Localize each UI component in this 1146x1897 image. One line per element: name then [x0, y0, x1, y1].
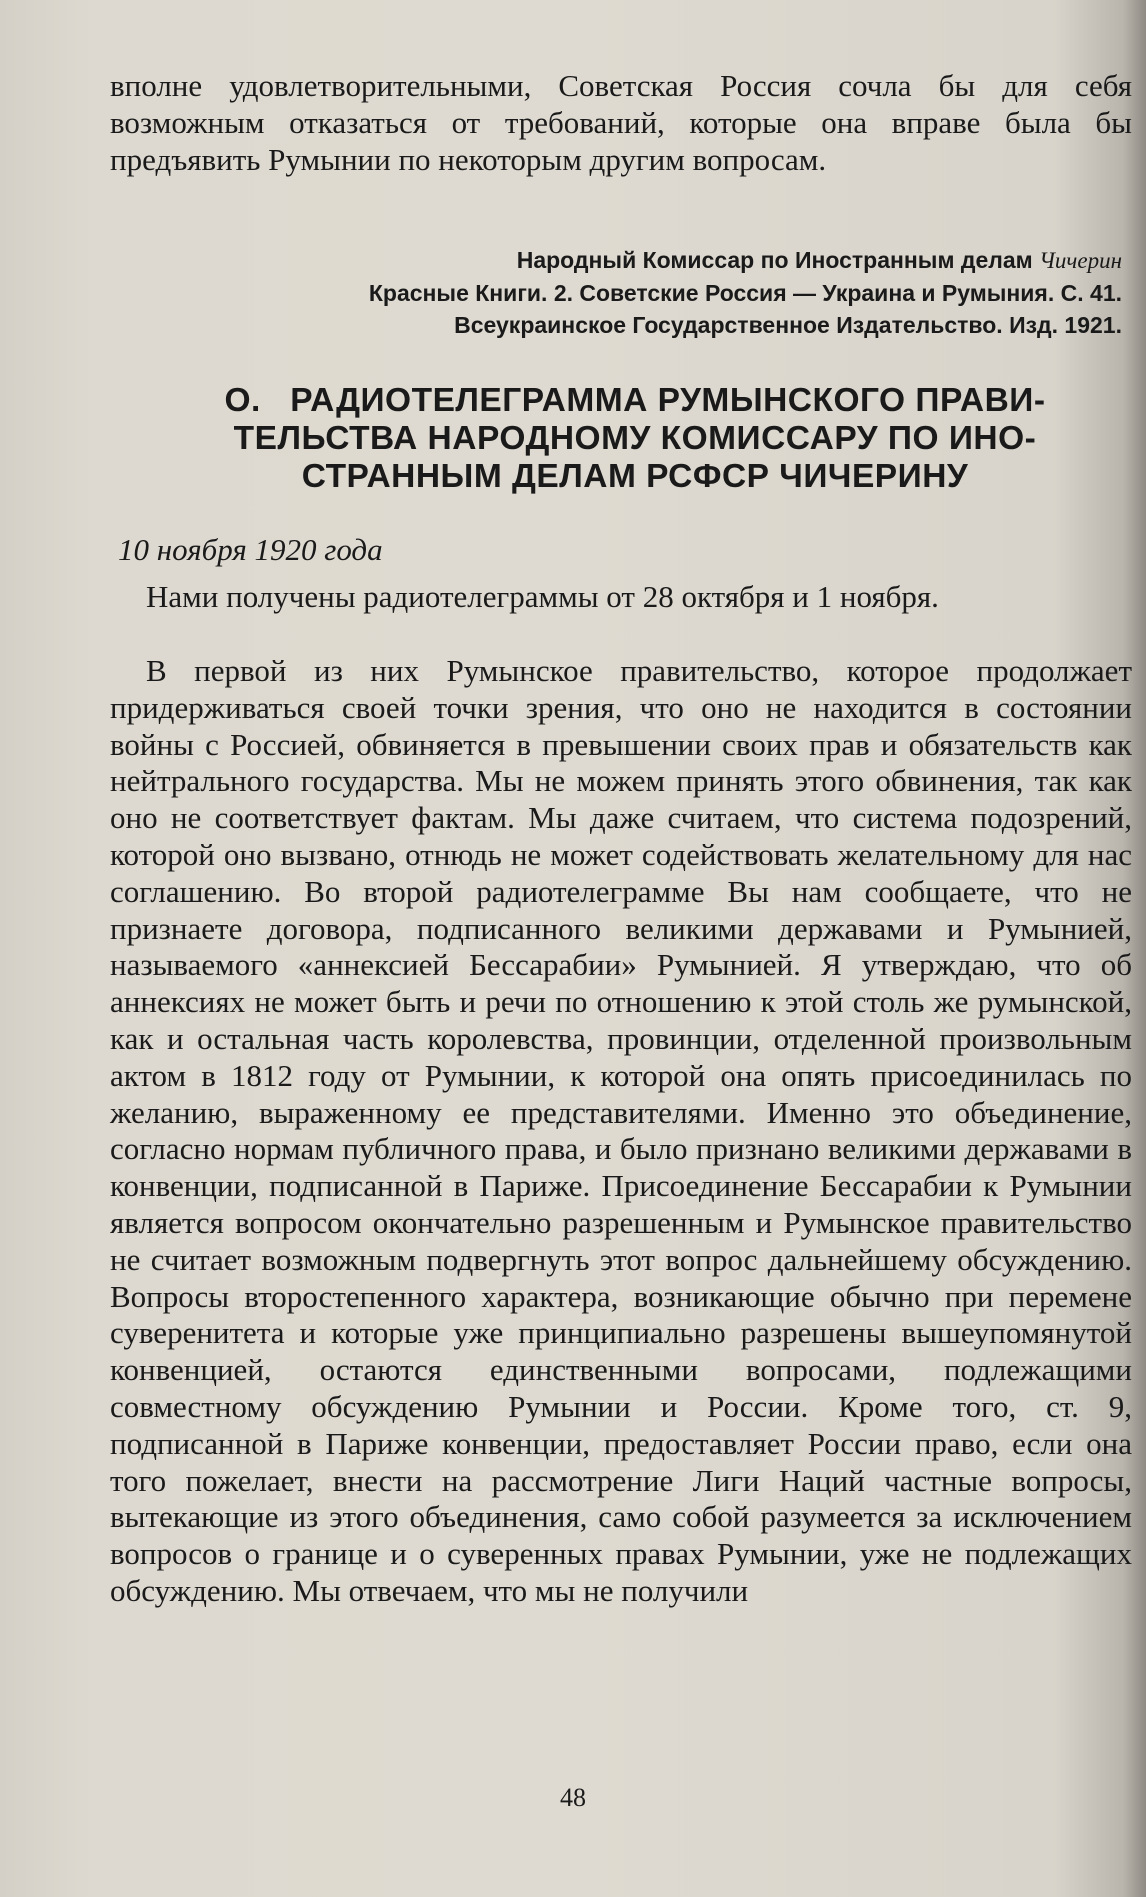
top-paragraph: вполне удовлетворительными, Советская Россия сочла бы для себя возможным отказаться от требований, которые она вправе была бы предъявить Румынии по некоторым другим вопросам. — [110, 68, 1132, 177]
signature-name: Чичерин — [1039, 248, 1122, 273]
document-date: 10 ноября 1920 года — [118, 532, 383, 567]
source-line-1: Красные Книги. 2. Советские Россия — Украина и Румыния. С. 41. — [368, 280, 1122, 306]
heading-line-1 — [140, 382, 1130, 420]
paragraph-2: В первой из них Румынское правительство, которое продолжает придерживаться своей точки зрения, что оно не находится в состоянии войны с Россией, обвиняется в превышении своих прав и обязательств как нейтрального государства. Мы не можем принять этого обвинения, так как оно не соответствует фактам. Мы даже считаем, что система подозрений, которой оно вызвано, отнюдь не может содействовать желательному для нас соглашению. Во второй радиотелеграмме Вы нам сообщаете, что не признаете договора, подписанного великими державами и Румынией, называемого «аннексией Бессарабии» Румынией. Я утверждаю, что об аннексиях не может быть и речи по отношению к этой столь же румынской, как и остальная часть королевства, провинции, отделенной произвольным актом в 1812 году от Румынии, к которой она опять присоединилась по желанию, выраженному ее представителями. Именно это объединение, согласно нормам публичного права, и было признано великими державами в конвенции, подписанной в Париже. Присоединение Бессарабии к Румынии является вопросом окончательно разрешенным и Румынское правительство не считает возможным подвергнуть этот вопрос дальнейшему обсуждению. Вопросы второстепенного характера, возникающие обычно при перемене суверенитета и которые уже принципиально разрешены вышеупомянутой конвенцией, остаются единственными вопросами, подлежащими совместному обсуждению Румынии и России. Кроме того, ст. 9, подписанной в Париже конвенции, предоставляет России право, если она того пожелает, внести на рассмотрение Лиги Наций частные вопросы, вытекающие из этого объединения, само собой разумеется за исключением вопросов о границе и о суверенных правах Румынии, уже не подлежащих обсуждению. Мы отвечаем, что мы не получили — [110, 653, 1132, 1608]
heading-line-3: СТРАННЫМ ДЕЛАМ РСФСР ЧИЧЕРИНУ — [301, 458, 969, 495]
signature-line — [517, 244, 1122, 277]
source-line-2: Всеукраинское Государственное Издательство. Изд. 1921. — [454, 312, 1122, 338]
signature-title: Народный Комиссар по Иностранным делам — [516, 247, 1033, 273]
heading-number: О. — [224, 382, 261, 419]
page-number: 48 — [560, 1783, 586, 1812]
heading-line-2: ТЕЛЬСТВА НАРОДНОМУ КОМИССАРУ ПО ИНО- — [233, 420, 1037, 457]
document-heading — [140, 382, 1130, 496]
heading-text-1: РАДИОТЕЛЕГРАММА РУМЫНСКОГО ПРАВИ- — [290, 382, 1046, 419]
paragraph-1: Нами получены радиотелеграммы от 28 октября и 1 ноября. — [146, 579, 939, 614]
